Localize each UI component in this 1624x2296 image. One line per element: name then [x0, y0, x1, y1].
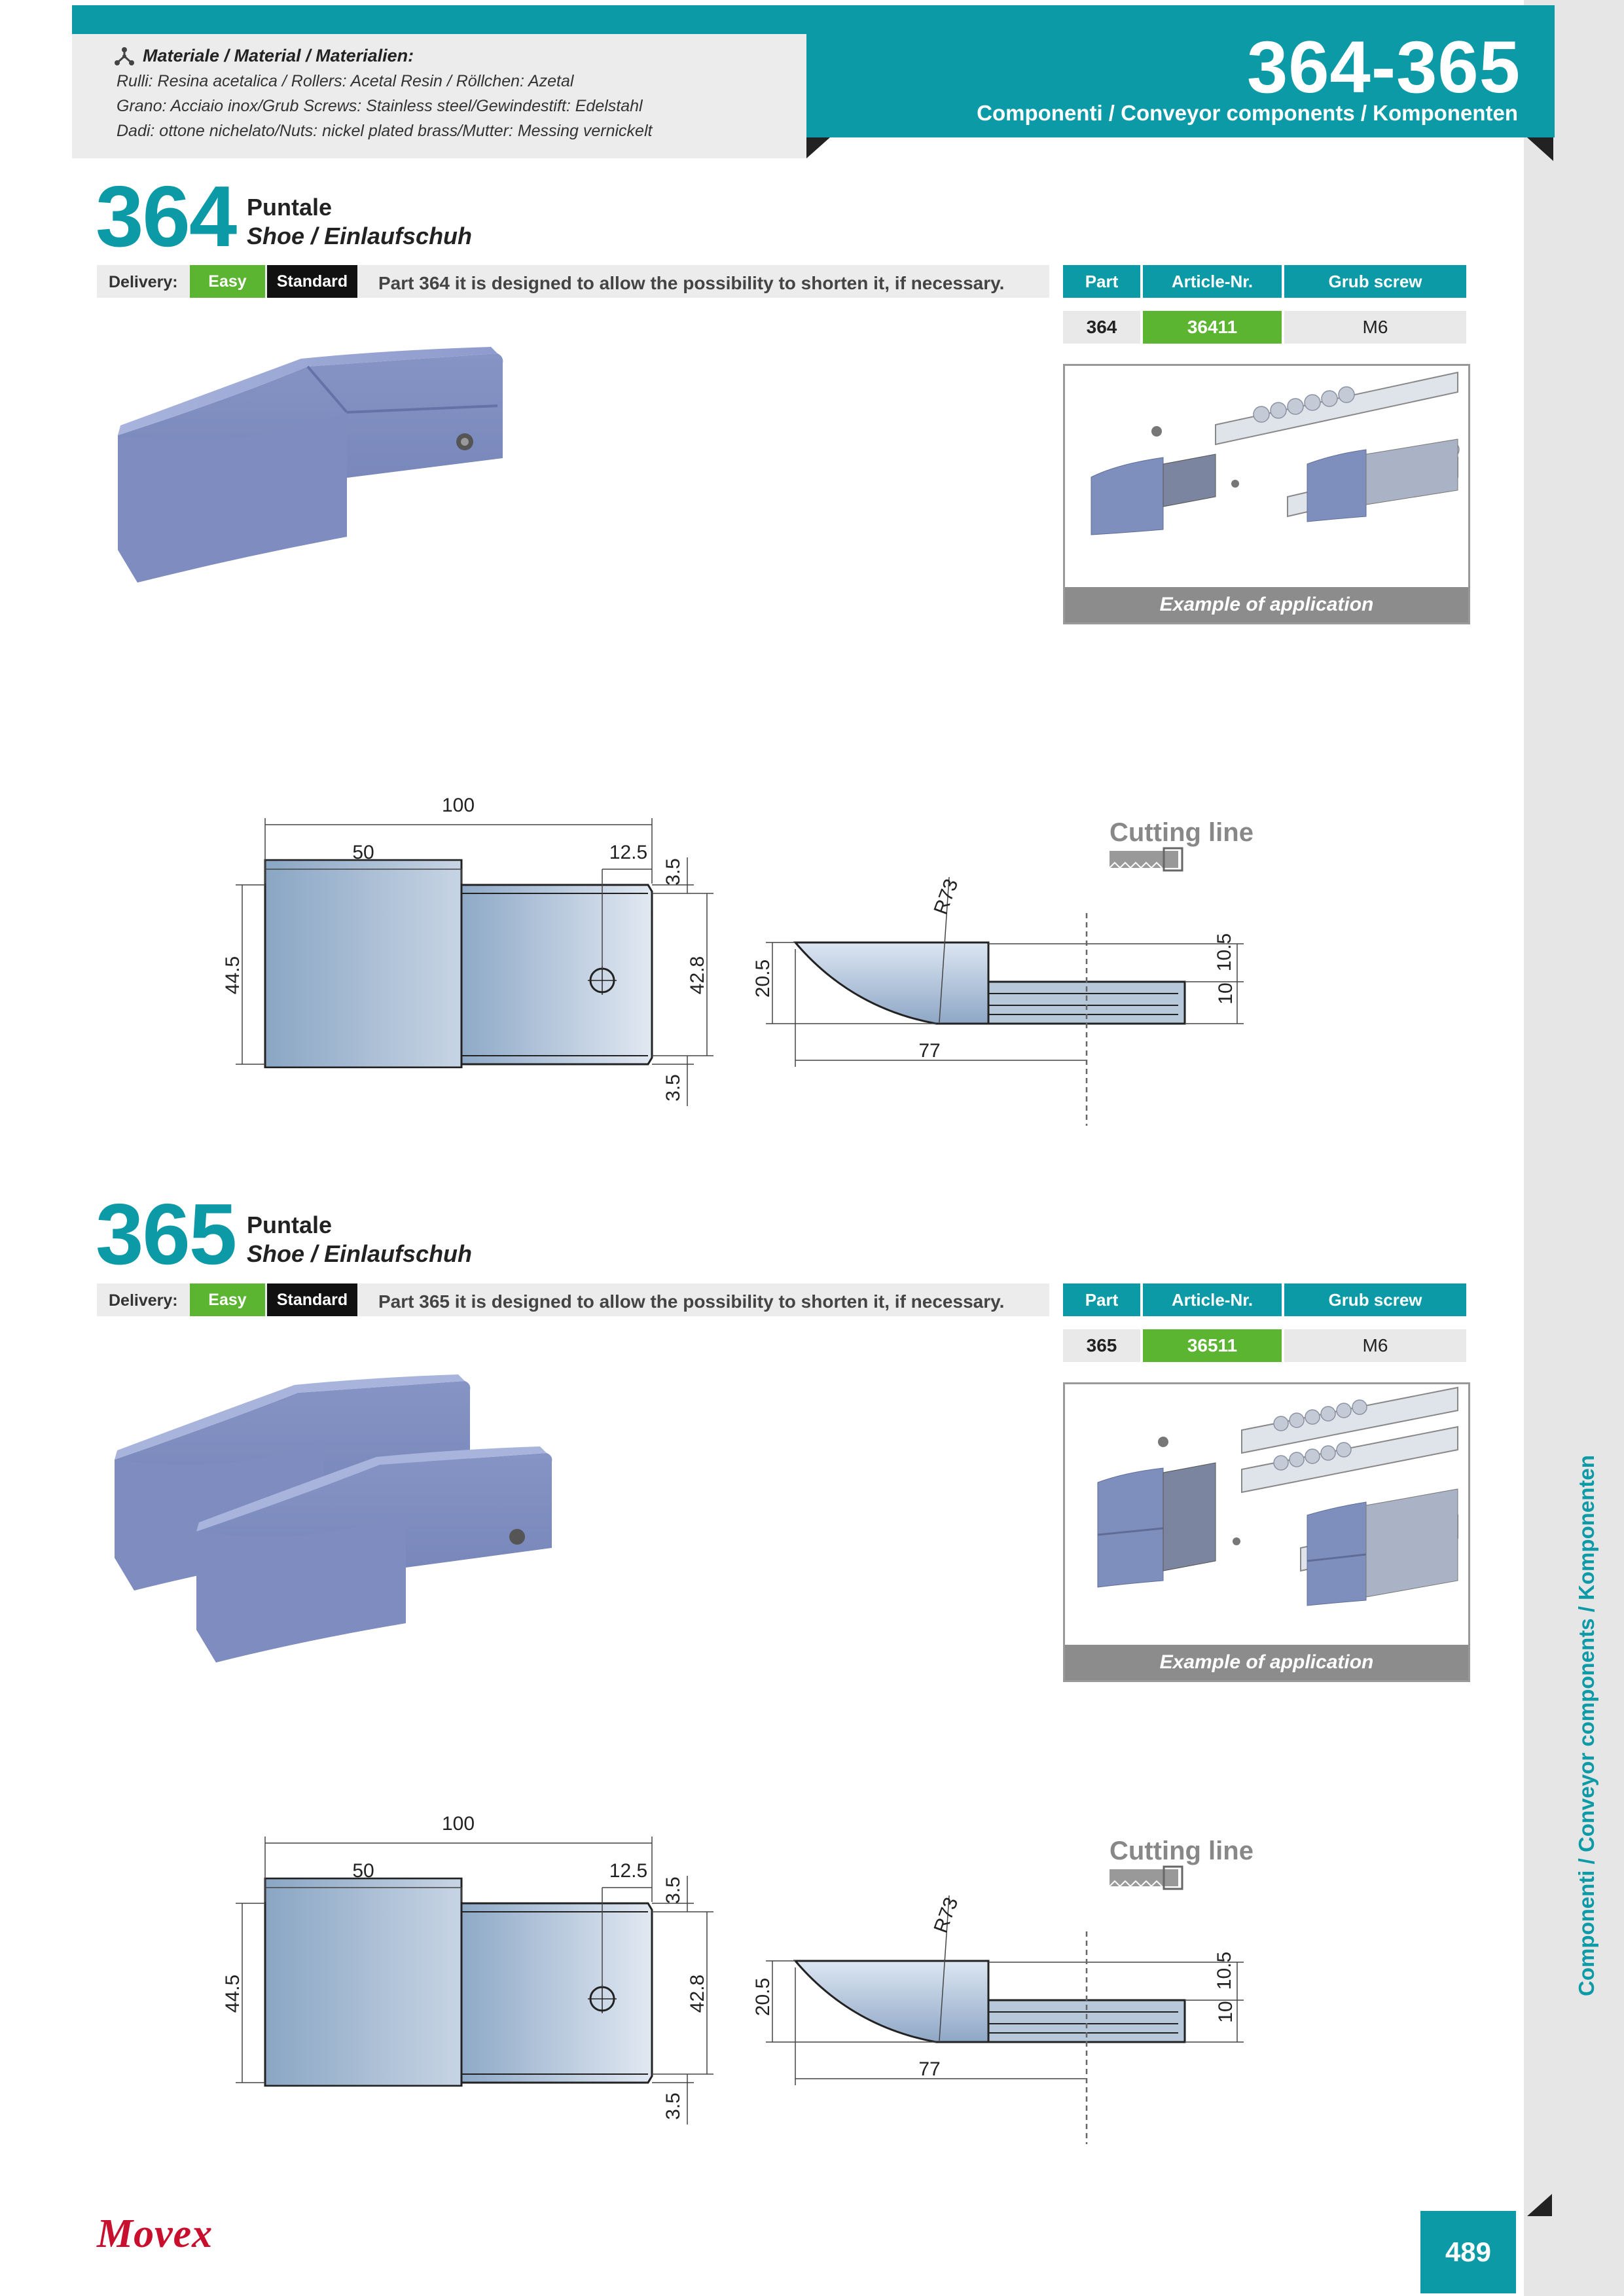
materials-fold [806, 137, 830, 158]
cutting-line-label: Cutting line [1110, 818, 1254, 847]
dim-step-top: 3.5 [662, 1876, 684, 1904]
table-cell-part: 365 [1063, 1329, 1140, 1362]
dim-tongue-total: 10.5 [1214, 1951, 1235, 1990]
dim-radius: R73 [929, 1894, 963, 1936]
section-number: 364 [96, 168, 236, 264]
dim-step-top: 3.5 [662, 858, 684, 886]
delivery-easy-badge: Easy [190, 265, 265, 298]
side-label: Componenti / Conveyor components / Komponenten [1574, 1455, 1598, 1996]
delivery-note: Part 365 it is designed to allow the possibility to shorten it, if necessary. [378, 1291, 1005, 1312]
dim-tongue-total: 10.5 [1214, 933, 1235, 972]
brand-logo: Movex [97, 2212, 213, 2256]
application-illustration [1065, 1384, 1464, 1643]
materials-line: Dadi: ottone nichelato/Nuts: nickel plated brass/Mutter: Messing vernickelt [117, 122, 653, 140]
drawing-body [265, 860, 461, 1067]
page-fold [1527, 2194, 1552, 2216]
section-title: Puntale [247, 194, 333, 221]
table-header-part: Part [1063, 265, 1140, 298]
dim-body-length: 50 [352, 1860, 374, 1882]
product-image-364 [111, 340, 530, 589]
dim-total-length: 100 [441, 795, 475, 816]
application-box [1063, 364, 1470, 624]
table-cell-article: 36511 [1143, 1329, 1282, 1362]
dim-tongue-thick: 10 [1215, 2001, 1236, 2023]
page-number: 489 [1420, 2211, 1516, 2293]
dim-step-bottom: 3.5 [662, 1074, 684, 1102]
materials-title: Materiale / Material / Materialien: [143, 46, 414, 65]
table-cell-part: 364 [1063, 311, 1140, 344]
dim-inner-height: 42.8 [687, 1974, 708, 2013]
table-cell-article: 36411 [1143, 311, 1282, 344]
table-header-article: Article-Nr. [1143, 1283, 1282, 1316]
technical-drawing-364 [196, 785, 1270, 1126]
delivery-label: Delivery: [109, 273, 178, 291]
dim-side-length: 77 [918, 2058, 941, 2080]
dim-height: 44.5 [222, 956, 244, 995]
delivery-easy-badge: Easy [190, 1283, 265, 1316]
dim-inner-height: 42.8 [687, 956, 708, 995]
section-subtitle: Shoe / Einlaufschuh [247, 223, 473, 249]
drawing-side-shoe [795, 1961, 988, 2042]
dim-tongue-thick: 10 [1215, 982, 1236, 1005]
application-caption: Example of application [1065, 587, 1468, 622]
table-header-article: Article-Nr. [1143, 265, 1282, 298]
delivery-standard-badge: Standard [267, 265, 357, 298]
dim-hole-offset: 12.5 [609, 842, 648, 863]
header-subtitle: Componenti / Conveyor components / Komponenten [977, 101, 1518, 125]
table-cell-grub-screw: M6 [1284, 1329, 1466, 1362]
molecule-icon [113, 47, 136, 67]
dim-side-length: 77 [918, 1040, 941, 1062]
table-header-part: Part [1063, 1283, 1140, 1316]
drawing-body [265, 1878, 461, 2086]
header-fold [1527, 137, 1553, 161]
section-title: Puntale [247, 1211, 333, 1238]
table-header-grub-screw: Grub screw [1284, 1283, 1466, 1316]
dim-side-height: 20.5 [752, 1977, 774, 2017]
dim-height: 44.5 [222, 1974, 244, 2013]
cutting-line-label: Cutting line [1110, 1837, 1254, 1865]
table-header-grub-screw: Grub screw [1284, 265, 1466, 298]
dim-hole-offset: 12.5 [609, 1860, 648, 1882]
dim-body-length: 50 [352, 842, 374, 863]
page-code: 364-365 [1246, 26, 1521, 108]
delivery-label: Delivery: [109, 1291, 178, 1310]
delivery-bar [97, 265, 1049, 298]
product-image-365 [108, 1368, 566, 1689]
dim-radius: R73 [929, 876, 963, 918]
saw-icon [1110, 1867, 1182, 1889]
drawing-tongue [461, 1903, 652, 2083]
dim-step-bottom: 3.5 [662, 2092, 684, 2120]
drawing-side-shoe [795, 942, 988, 1024]
dim-side-height: 20.5 [752, 959, 774, 998]
section-number: 365 [96, 1186, 236, 1282]
application-box [1063, 1382, 1470, 1682]
table-cell-grub-screw: M6 [1284, 311, 1466, 344]
dim-total-length: 100 [441, 1813, 475, 1835]
section-subtitle: Shoe / Einlaufschuh [247, 1240, 473, 1267]
delivery-bar [97, 1283, 1049, 1316]
materials-line: Grano: Acciaio inox/Grub Screws: Stainless steel/Gewindestift: Edelstahl [117, 97, 643, 115]
application-caption: Example of application [1065, 1645, 1468, 1680]
technical-drawing-365 [196, 1804, 1270, 2144]
delivery-note: Part 364 it is designed to allow the possibility to shorten it, if necessary. [378, 273, 1005, 293]
application-illustration [1065, 366, 1464, 586]
materials-line: Rulli: Resina acetalica / Rollers: Acetal Resin / Röllchen: Azetal [117, 72, 574, 90]
drawing-tongue [461, 885, 652, 1064]
delivery-standard-badge: Standard [267, 1283, 357, 1316]
materials-box [72, 34, 806, 158]
saw-icon [1110, 848, 1182, 870]
